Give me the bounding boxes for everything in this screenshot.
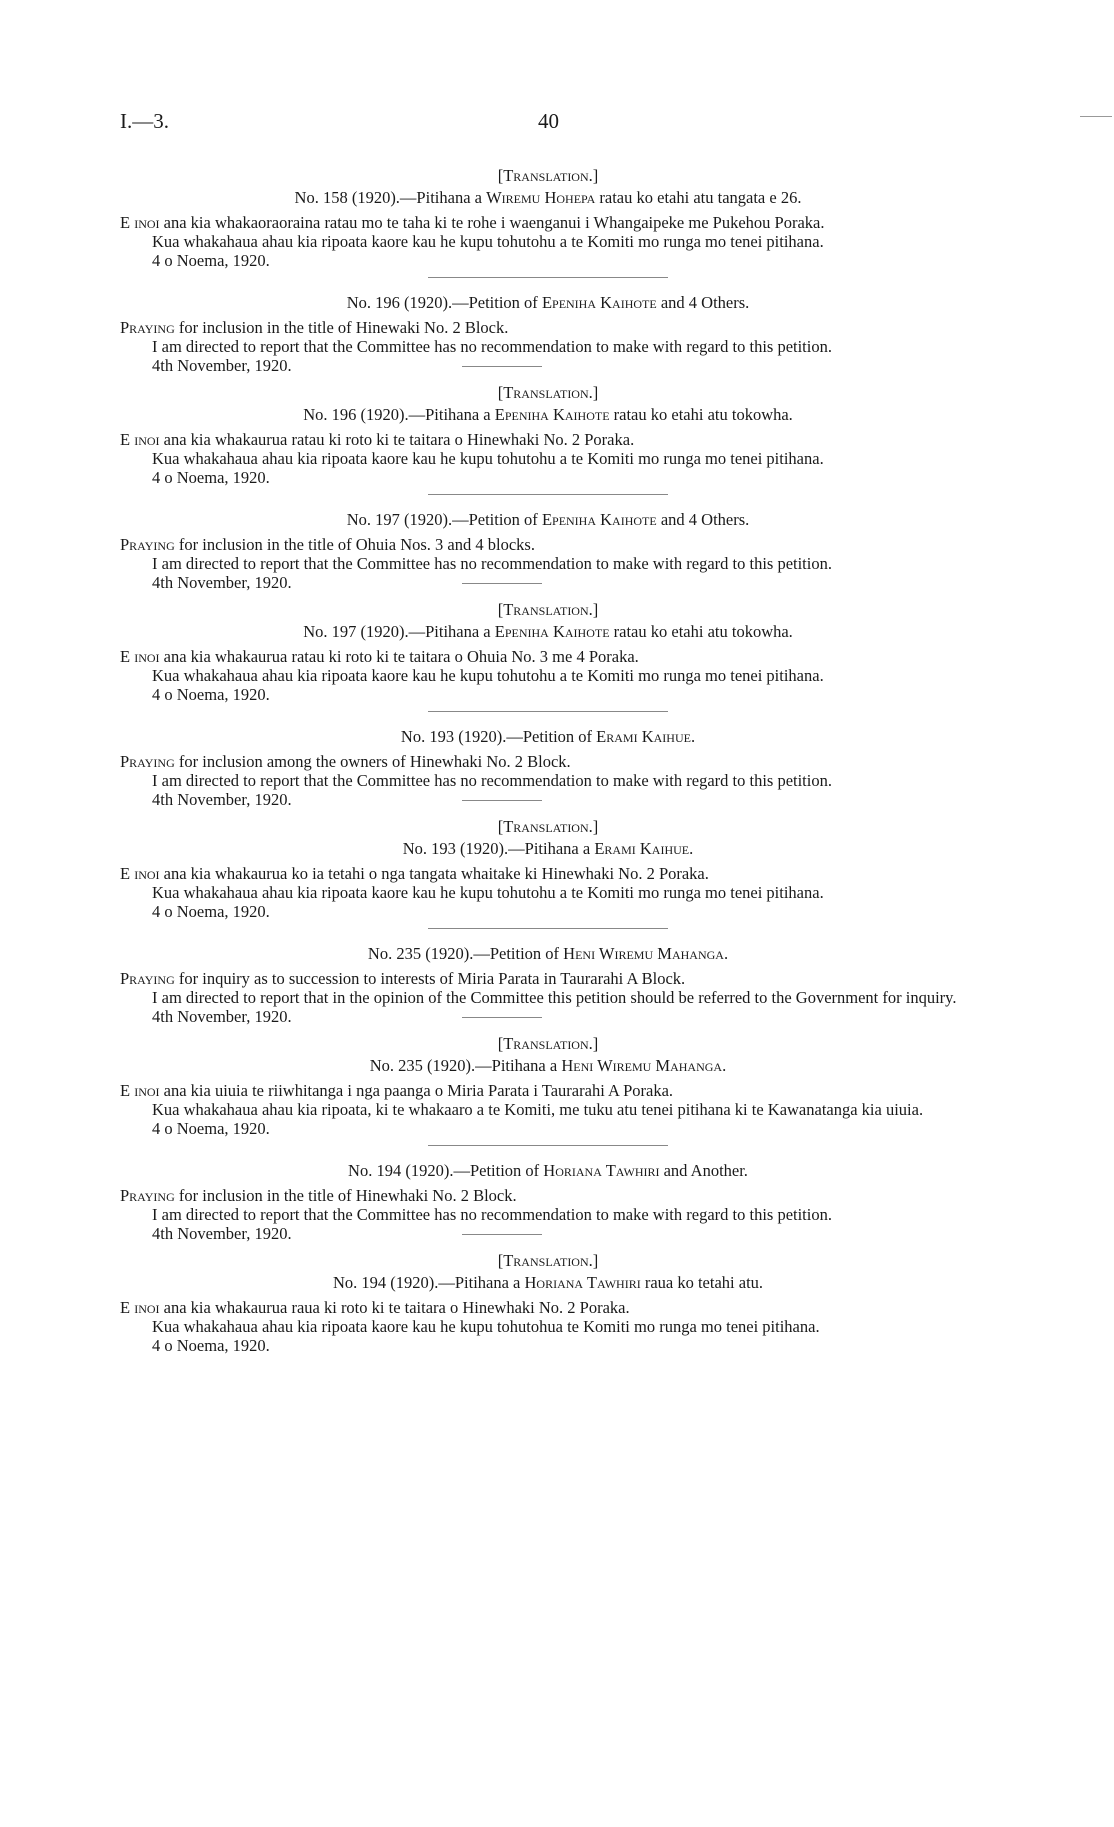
petitioner-name: Heni Wiremu Mahanga <box>561 1056 723 1075</box>
translation-label: [Translation.] <box>497 600 599 619</box>
petition-title: No. 196 (1920).—Petition of Epeniha Kaihote and 4 Others. <box>346 293 750 312</box>
petition-list <box>120 158 976 1355</box>
petitioner-name: Epeniha Kaihote <box>541 293 657 312</box>
petition-prayer: Praying for inquiry as to succession to interests of Miria Parata in Taurarahi A Block. <box>120 969 686 988</box>
translation-label: [Translation.] <box>497 166 599 185</box>
petition-title: No. 235 (1920).—Pitihana a Heni Wiremu Mahanga. <box>369 1056 727 1075</box>
short-divider <box>462 1017 542 1019</box>
translation-label: [Translation.] <box>497 1251 599 1270</box>
petition-prayer: E inoi ana kia whakaoraoraina ratau mo te taha ki te rohe i waenganui i Whangaipeke me Pukehou Poraka. <box>120 213 825 232</box>
petition-prayer: E inoi ana kia whakaurua ratau ki roto ki te taitara o Ohuia No. 3 me 4 Poraka. <box>120 647 639 666</box>
report-date: 4th November, 1920. <box>120 573 976 592</box>
petition-prayer: Praying for inclusion among the owners of Hinewhaki No. 2 Block. <box>120 752 571 771</box>
short-divider <box>462 800 542 802</box>
petitioner-name: Epeniha Kaihote <box>541 510 657 529</box>
report-date: 4th November, 1920. <box>120 1224 976 1243</box>
petition-title: No. 235 (1920).—Petition of Heni Wiremu Mahanga. <box>367 944 729 963</box>
paper-reference: I.—3. <box>120 109 169 133</box>
short-divider <box>462 1234 542 1236</box>
petition-title: No. 193 (1920).—Petition of Erami Kaihue. <box>400 727 696 746</box>
petition-entry <box>120 600 976 713</box>
petition-prayer: Praying for inclusion in the title of Ohuia Nos. 3 and 4 blocks. <box>120 535 535 554</box>
short-divider <box>462 366 542 368</box>
petition-entry <box>120 510 976 592</box>
petition-entry <box>120 817 976 930</box>
report-date: 4 o Noema, 1920. <box>152 468 270 487</box>
petition-prayer: E inoi ana kia whakaurua ratau ki roto ki te taitara o Hinewhaki No. 2 Poraka. <box>120 430 635 449</box>
translation-label: [Translation.] <box>497 1034 599 1053</box>
report-date: 4th November, 1920. <box>120 1007 976 1026</box>
petitioner-name: Horiana Tawhiri <box>543 1161 660 1180</box>
petitioner-name: Epeniha Kaihote <box>494 622 610 641</box>
committee-report: I am directed to report that the Committee has no recommendation to make with regard to this petition. <box>152 337 832 356</box>
section-divider <box>428 711 668 713</box>
petitioner-name: Erami Kaihue <box>594 839 690 858</box>
petitioner-name: Epeniha Kaihote <box>494 405 610 424</box>
petition-title: No. 158 (1920).—Pitihana a Wiremu Hohepa ratau ko etahi atu tangata e 26. <box>294 188 802 207</box>
committee-report: Kua whakahaua ahau kia ripoata, ki te whakaaro a te Komiti, me tuku atu tenei pitihana ki te Kawanatanga kia uiuia. <box>152 1100 924 1119</box>
committee-report: I am directed to report that in the opinion of the Committee this petition should be referred to the Government for inquiry. <box>152 988 957 1007</box>
translation-label: [Translation.] <box>497 817 599 836</box>
petition-title: No. 194 (1920).—Petition of Horiana Tawhiri and Another. <box>348 1161 748 1180</box>
petition-title: No. 193 (1920).—Pitihana a Erami Kaihue. <box>402 839 694 858</box>
section-divider <box>428 494 668 496</box>
petition-entry <box>120 727 976 809</box>
petition-entry <box>120 293 976 375</box>
section-divider <box>428 928 668 930</box>
petition-entry <box>120 944 976 1026</box>
petition-prayer: E inoi ana kia whakaurua ko ia tetahi o nga tangata whaitake ki Hinewhaki No. 2 Poraka. <box>120 864 709 883</box>
report-date: 4 o Noema, 1920. <box>152 1336 270 1355</box>
petitioner-name: Erami Kaihue <box>596 727 691 746</box>
committee-report: Kua whakahaua ahau kia ripoata kaore kau he kupu tohutohu a te Komiti mo runga mo tenei pitihana. <box>152 666 824 685</box>
petition-entry <box>120 1034 976 1147</box>
petition-prayer: Praying for inclusion in the title of Hinewaki No. 2 Block. <box>120 318 509 337</box>
petition-prayer: Praying for inclusion in the title of Hinewhaki No. 2 Block. <box>120 1186 517 1205</box>
translation-label: [Translation.] <box>497 383 599 402</box>
committee-report: I am directed to report that the Committee has no recommendation to make with regard to this petition. <box>152 771 832 790</box>
petition-title: No. 194 (1920).—Pitihana a Horiana Tawhiri raua ko tetahi atu. <box>332 1273 764 1292</box>
header-divider <box>1080 116 1112 117</box>
petition-title: No. 197 (1920).—Petition of Epeniha Kaihote and 4 Others. <box>346 510 750 529</box>
petition-entry <box>120 383 976 496</box>
report-date: 4 o Noema, 1920. <box>152 902 270 921</box>
report-date: 4 o Noema, 1920. <box>152 251 270 270</box>
committee-report: Kua whakahaua ahau kia ripoata kaore kau he kupu tohutohua te Komiti mo runga mo tenei pitihana. <box>152 1317 820 1336</box>
page-number: 40 <box>538 109 559 133</box>
section-divider <box>428 1145 668 1147</box>
committee-report: I am directed to report that the Committee has no recommendation to make with regard to this petition. <box>152 1205 832 1224</box>
committee-report: Kua whakahaua ahau kia ripoata kaore kau he kupu tohutohu a te Komiti mo runga mo tenei pitihana. <box>152 449 824 468</box>
petition-title: No. 197 (1920).—Pitihana a Epeniha Kaihote ratau ko etahi atu tokowha. <box>303 622 793 641</box>
committee-report: Kua whakahaua ahau kia ripoata kaore kau he kupu tohutohu a te Komiti mo runga mo tenei pitihana. <box>152 232 824 251</box>
report-date: 4 o Noema, 1920. <box>152 685 270 704</box>
petition-prayer: E inoi ana kia whakaurua raua ki roto ki te taitara o Hinewhaki No. 2 Poraka. <box>120 1298 630 1317</box>
petitioner-name: Horiana Tawhiri <box>524 1273 641 1292</box>
committee-report: I am directed to report that the Committee has no recommendation to make with regard to this petition. <box>152 554 832 573</box>
petitioner-name: Heni Wiremu Mahanga <box>563 944 724 963</box>
petition-title: No. 196 (1920).—Pitihana a Epeniha Kaihote ratau ko etahi atu tokowha. <box>303 405 793 424</box>
committee-report: Kua whakahaua ahau kia ripoata kaore kau he kupu tohutohu a te Komiti mo runga mo tenei pitihana. <box>152 883 824 902</box>
petition-entry <box>120 1161 976 1243</box>
report-date: 4th November, 1920. <box>120 790 976 809</box>
report-date: 4th November, 1920. <box>120 356 976 375</box>
report-date: 4 o Noema, 1920. <box>152 1119 270 1138</box>
petition-entry <box>120 166 976 279</box>
petitioner-name: Wiremu Hohepa <box>486 188 596 207</box>
short-divider <box>462 583 542 585</box>
section-divider <box>428 277 668 279</box>
petition-prayer: E inoi ana kia uiuia te riiwhitanga i nga paanga o Miria Parata i Taurarahi A Poraka. <box>120 1081 674 1100</box>
petition-entry <box>120 1251 976 1355</box>
